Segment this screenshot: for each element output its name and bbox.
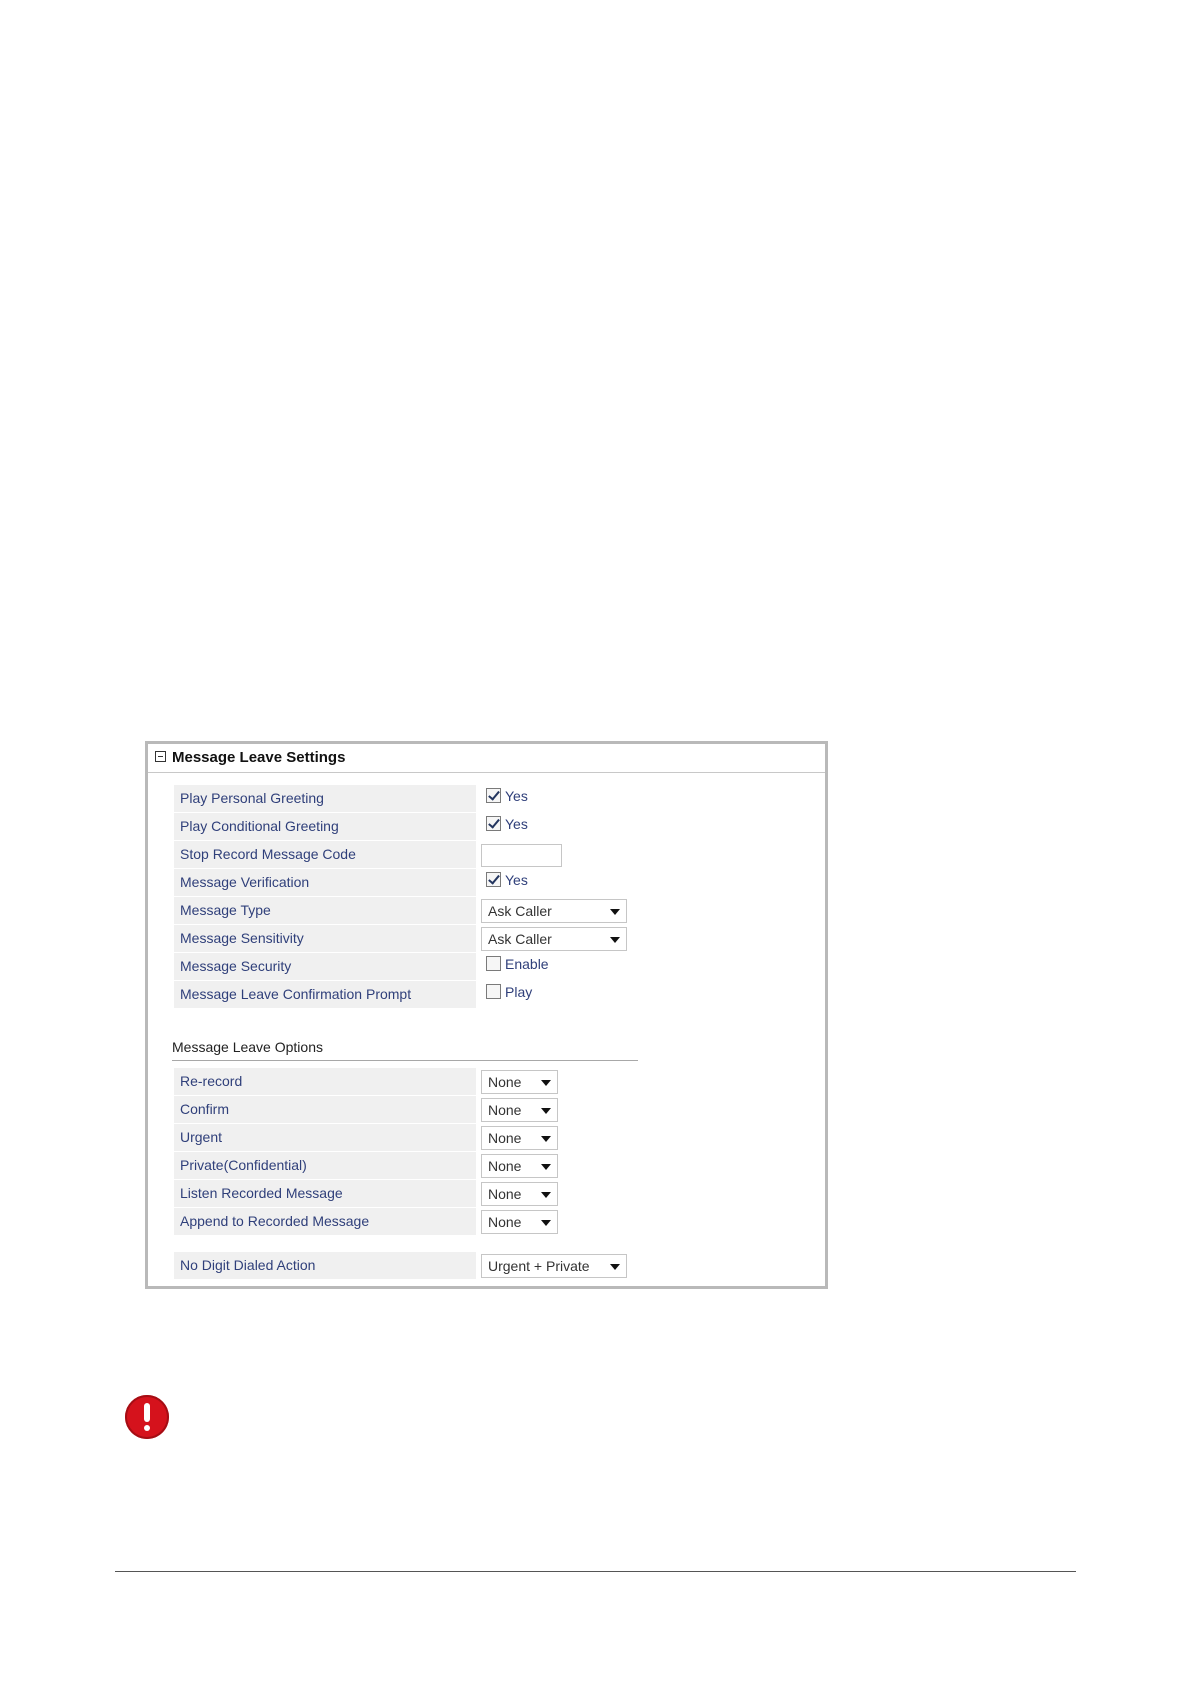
play-conditional-greeting-checkbox[interactable] bbox=[486, 816, 501, 831]
select-value: None bbox=[488, 1186, 522, 1202]
message-verification-label: Message Verification bbox=[174, 869, 476, 896]
exclamation-dot bbox=[144, 1425, 150, 1431]
chevron-down-icon[interactable] bbox=[541, 1108, 551, 1114]
re-record-label: Re-record bbox=[174, 1068, 476, 1095]
chevron-down-icon[interactable] bbox=[541, 1080, 551, 1086]
checkbox-label: Yes bbox=[505, 871, 528, 888]
select-value: Ask Caller bbox=[488, 903, 552, 919]
chevron-down-icon[interactable] bbox=[541, 1136, 551, 1142]
append-to-recorded-message-label: Append to Recorded Message bbox=[174, 1208, 476, 1235]
chevron-down-icon[interactable] bbox=[610, 909, 620, 915]
private-label: Private(Confidential) bbox=[174, 1152, 476, 1179]
select-value: Ask Caller bbox=[488, 931, 552, 947]
select-value: None bbox=[488, 1158, 522, 1174]
chevron-down-icon[interactable] bbox=[610, 937, 620, 943]
message-sensitivity-select[interactable] bbox=[481, 927, 627, 951]
message-leave-settings-panel bbox=[145, 741, 828, 1289]
select-value: None bbox=[488, 1074, 522, 1090]
checkbox-label: Yes bbox=[505, 815, 528, 832]
no-digit-dialed-action-label: No Digit Dialed Action bbox=[174, 1252, 476, 1279]
stop-record-message-code-label: Stop Record Message Code bbox=[174, 841, 476, 868]
confirm-label: Confirm bbox=[174, 1096, 476, 1123]
panel-header bbox=[148, 744, 825, 773]
message-leave-confirmation-prompt-checkbox[interactable] bbox=[486, 984, 501, 999]
panel-title: Message Leave Settings bbox=[172, 749, 346, 766]
chevron-down-icon[interactable] bbox=[610, 1264, 620, 1270]
message-verification-checkbox[interactable] bbox=[486, 872, 501, 887]
message-sensitivity-label: Message Sensitivity bbox=[174, 925, 476, 952]
minus-box-icon[interactable] bbox=[155, 751, 166, 762]
play-conditional-greeting-label: Play Conditional Greeting bbox=[174, 813, 476, 840]
re-record-select[interactable] bbox=[481, 1070, 558, 1094]
select-value: Urgent + Private bbox=[488, 1258, 590, 1274]
play-conditional-greeting-control[interactable] bbox=[486, 815, 528, 833]
exclamation-bar bbox=[144, 1403, 150, 1422]
no-digit-dialed-action-select[interactable] bbox=[481, 1254, 627, 1278]
private-select[interactable] bbox=[481, 1154, 558, 1178]
chevron-down-icon[interactable] bbox=[541, 1192, 551, 1198]
append-to-recorded-message-select[interactable] bbox=[481, 1210, 558, 1234]
section-divider bbox=[172, 1060, 638, 1061]
checkbox-label: Enable bbox=[505, 955, 549, 972]
message-leave-confirmation-prompt-label: Message Leave Confirmation Prompt bbox=[174, 981, 476, 1008]
listen-recorded-message-select[interactable] bbox=[481, 1182, 558, 1206]
message-security-label: Message Security bbox=[174, 953, 476, 980]
select-value: None bbox=[488, 1214, 522, 1230]
message-security-control[interactable] bbox=[486, 955, 549, 973]
message-verification-control[interactable] bbox=[486, 871, 528, 889]
chevron-down-icon[interactable] bbox=[541, 1164, 551, 1170]
footer-divider bbox=[115, 1571, 1076, 1572]
message-leave-confirmation-prompt-control[interactable] bbox=[486, 983, 532, 1001]
select-value: None bbox=[488, 1130, 522, 1146]
checkbox-label: Play bbox=[505, 983, 533, 1000]
select-value: None bbox=[488, 1102, 522, 1118]
checkbox-label: Yes bbox=[505, 787, 528, 804]
play-personal-greeting-label: Play Personal Greeting bbox=[174, 785, 476, 812]
message-leave-options-title: Message Leave Options bbox=[172, 1039, 323, 1055]
message-type-select[interactable] bbox=[481, 899, 627, 923]
message-security-checkbox[interactable] bbox=[486, 956, 501, 971]
chevron-down-icon[interactable] bbox=[541, 1220, 551, 1226]
exclamation-circle-icon bbox=[125, 1395, 169, 1439]
message-type-label: Message Type bbox=[174, 897, 476, 924]
urgent-select[interactable] bbox=[481, 1126, 558, 1150]
confirm-select[interactable] bbox=[481, 1098, 558, 1122]
urgent-label: Urgent bbox=[174, 1124, 476, 1151]
play-personal-greeting-checkbox[interactable] bbox=[486, 788, 501, 803]
listen-recorded-message-label: Listen Recorded Message bbox=[174, 1180, 476, 1207]
stop-record-message-code-input[interactable] bbox=[481, 844, 562, 867]
play-personal-greeting-control[interactable] bbox=[486, 787, 528, 805]
